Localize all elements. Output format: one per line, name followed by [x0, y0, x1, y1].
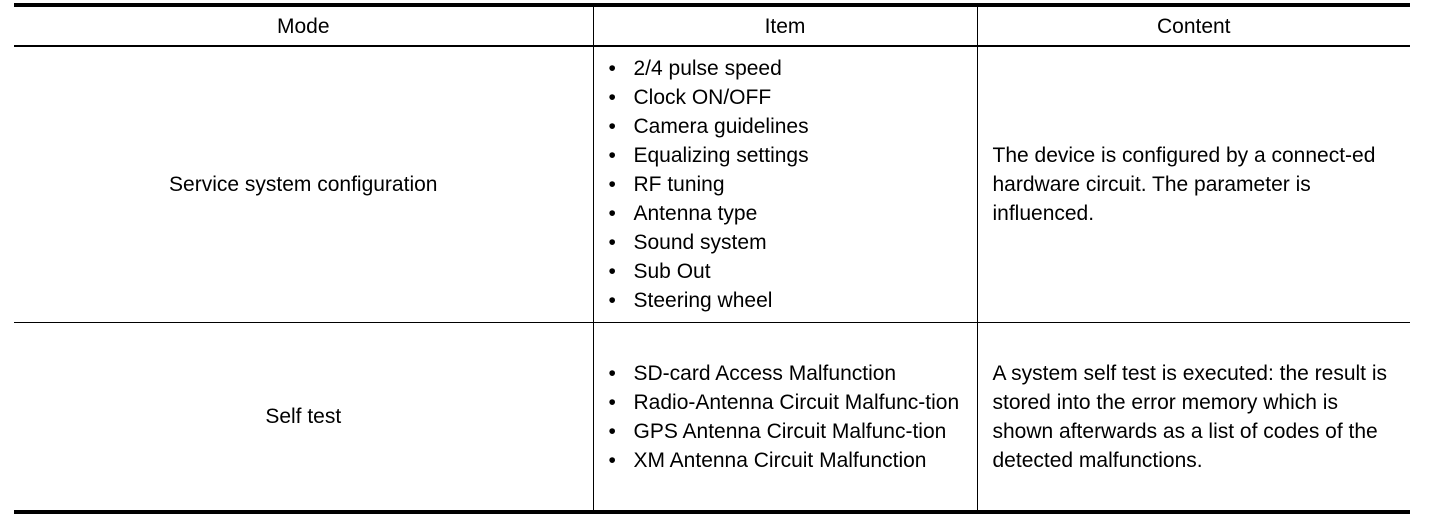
item-text: Sub Out — [633, 260, 711, 283]
list-item — [609, 170, 963, 199]
item-text: Camera guidelines — [633, 115, 809, 138]
bullet: • — [608, 260, 616, 283]
item-text: Sound system — [633, 231, 767, 254]
bullet: • — [608, 173, 616, 196]
header-mode: Mode — [276, 14, 330, 38]
bullet: • — [608, 361, 616, 385]
mode-cell: Service system configuration — [169, 173, 438, 196]
item-cell — [593, 323, 977, 513]
item-text: Equalizing settings — [633, 144, 809, 167]
item-text: Clock ON/OFF — [633, 86, 772, 109]
header-content: Content — [977, 5, 1410, 46]
item-text: RF tuning — [633, 173, 725, 196]
table-header-row — [14, 5, 1410, 46]
list-item — [609, 141, 963, 170]
bullet: • — [608, 57, 616, 80]
bullet: • — [608, 202, 616, 225]
list-item — [609, 388, 963, 417]
item-text: Steering wheel — [633, 289, 773, 312]
item-cell — [593, 46, 977, 323]
content-cell: A system self test is executed: the result is stored into the error memory which is shown afterwards as a list of codes of the detected malfunctions. — [977, 323, 1410, 513]
list-item — [609, 228, 963, 257]
item-text: GPS Antenna Circuit Malfunc-tion — [633, 419, 947, 443]
item-text: XM Antenna Circuit Malfunction — [633, 448, 927, 472]
list-item — [609, 286, 963, 315]
item-list — [594, 359, 977, 475]
list-item — [609, 359, 963, 388]
item-text: 2/4 pulse speed — [633, 57, 782, 80]
bullet: • — [608, 448, 616, 472]
list-item — [609, 54, 963, 83]
table-row — [14, 323, 1410, 513]
list-item — [609, 199, 963, 228]
list-item — [609, 446, 963, 475]
content-cell: The device is configured by a connect-ed hardware circuit. The parameter is influenced. — [977, 46, 1410, 323]
bullet: • — [608, 289, 616, 312]
list-item — [609, 112, 963, 141]
list-item — [609, 417, 963, 446]
bullet: • — [608, 390, 616, 414]
mode-item-content-table — [14, 3, 1410, 514]
item-text: Antenna type — [633, 202, 758, 225]
item-list — [594, 54, 977, 315]
bullet: • — [608, 144, 616, 167]
table-row — [14, 46, 1410, 323]
item-text: Radio-Antenna Circuit Malfunc-tion — [633, 390, 960, 414]
bullet: • — [608, 231, 616, 254]
mode-cell: Self test — [14, 323, 593, 513]
header-item: Item — [593, 5, 977, 46]
bullet: • — [608, 86, 616, 109]
list-item — [609, 257, 963, 286]
list-item — [609, 83, 963, 112]
bullet: • — [608, 115, 616, 138]
item-text: SD-card Access Malfunction — [633, 361, 897, 385]
bullet: • — [608, 419, 616, 443]
